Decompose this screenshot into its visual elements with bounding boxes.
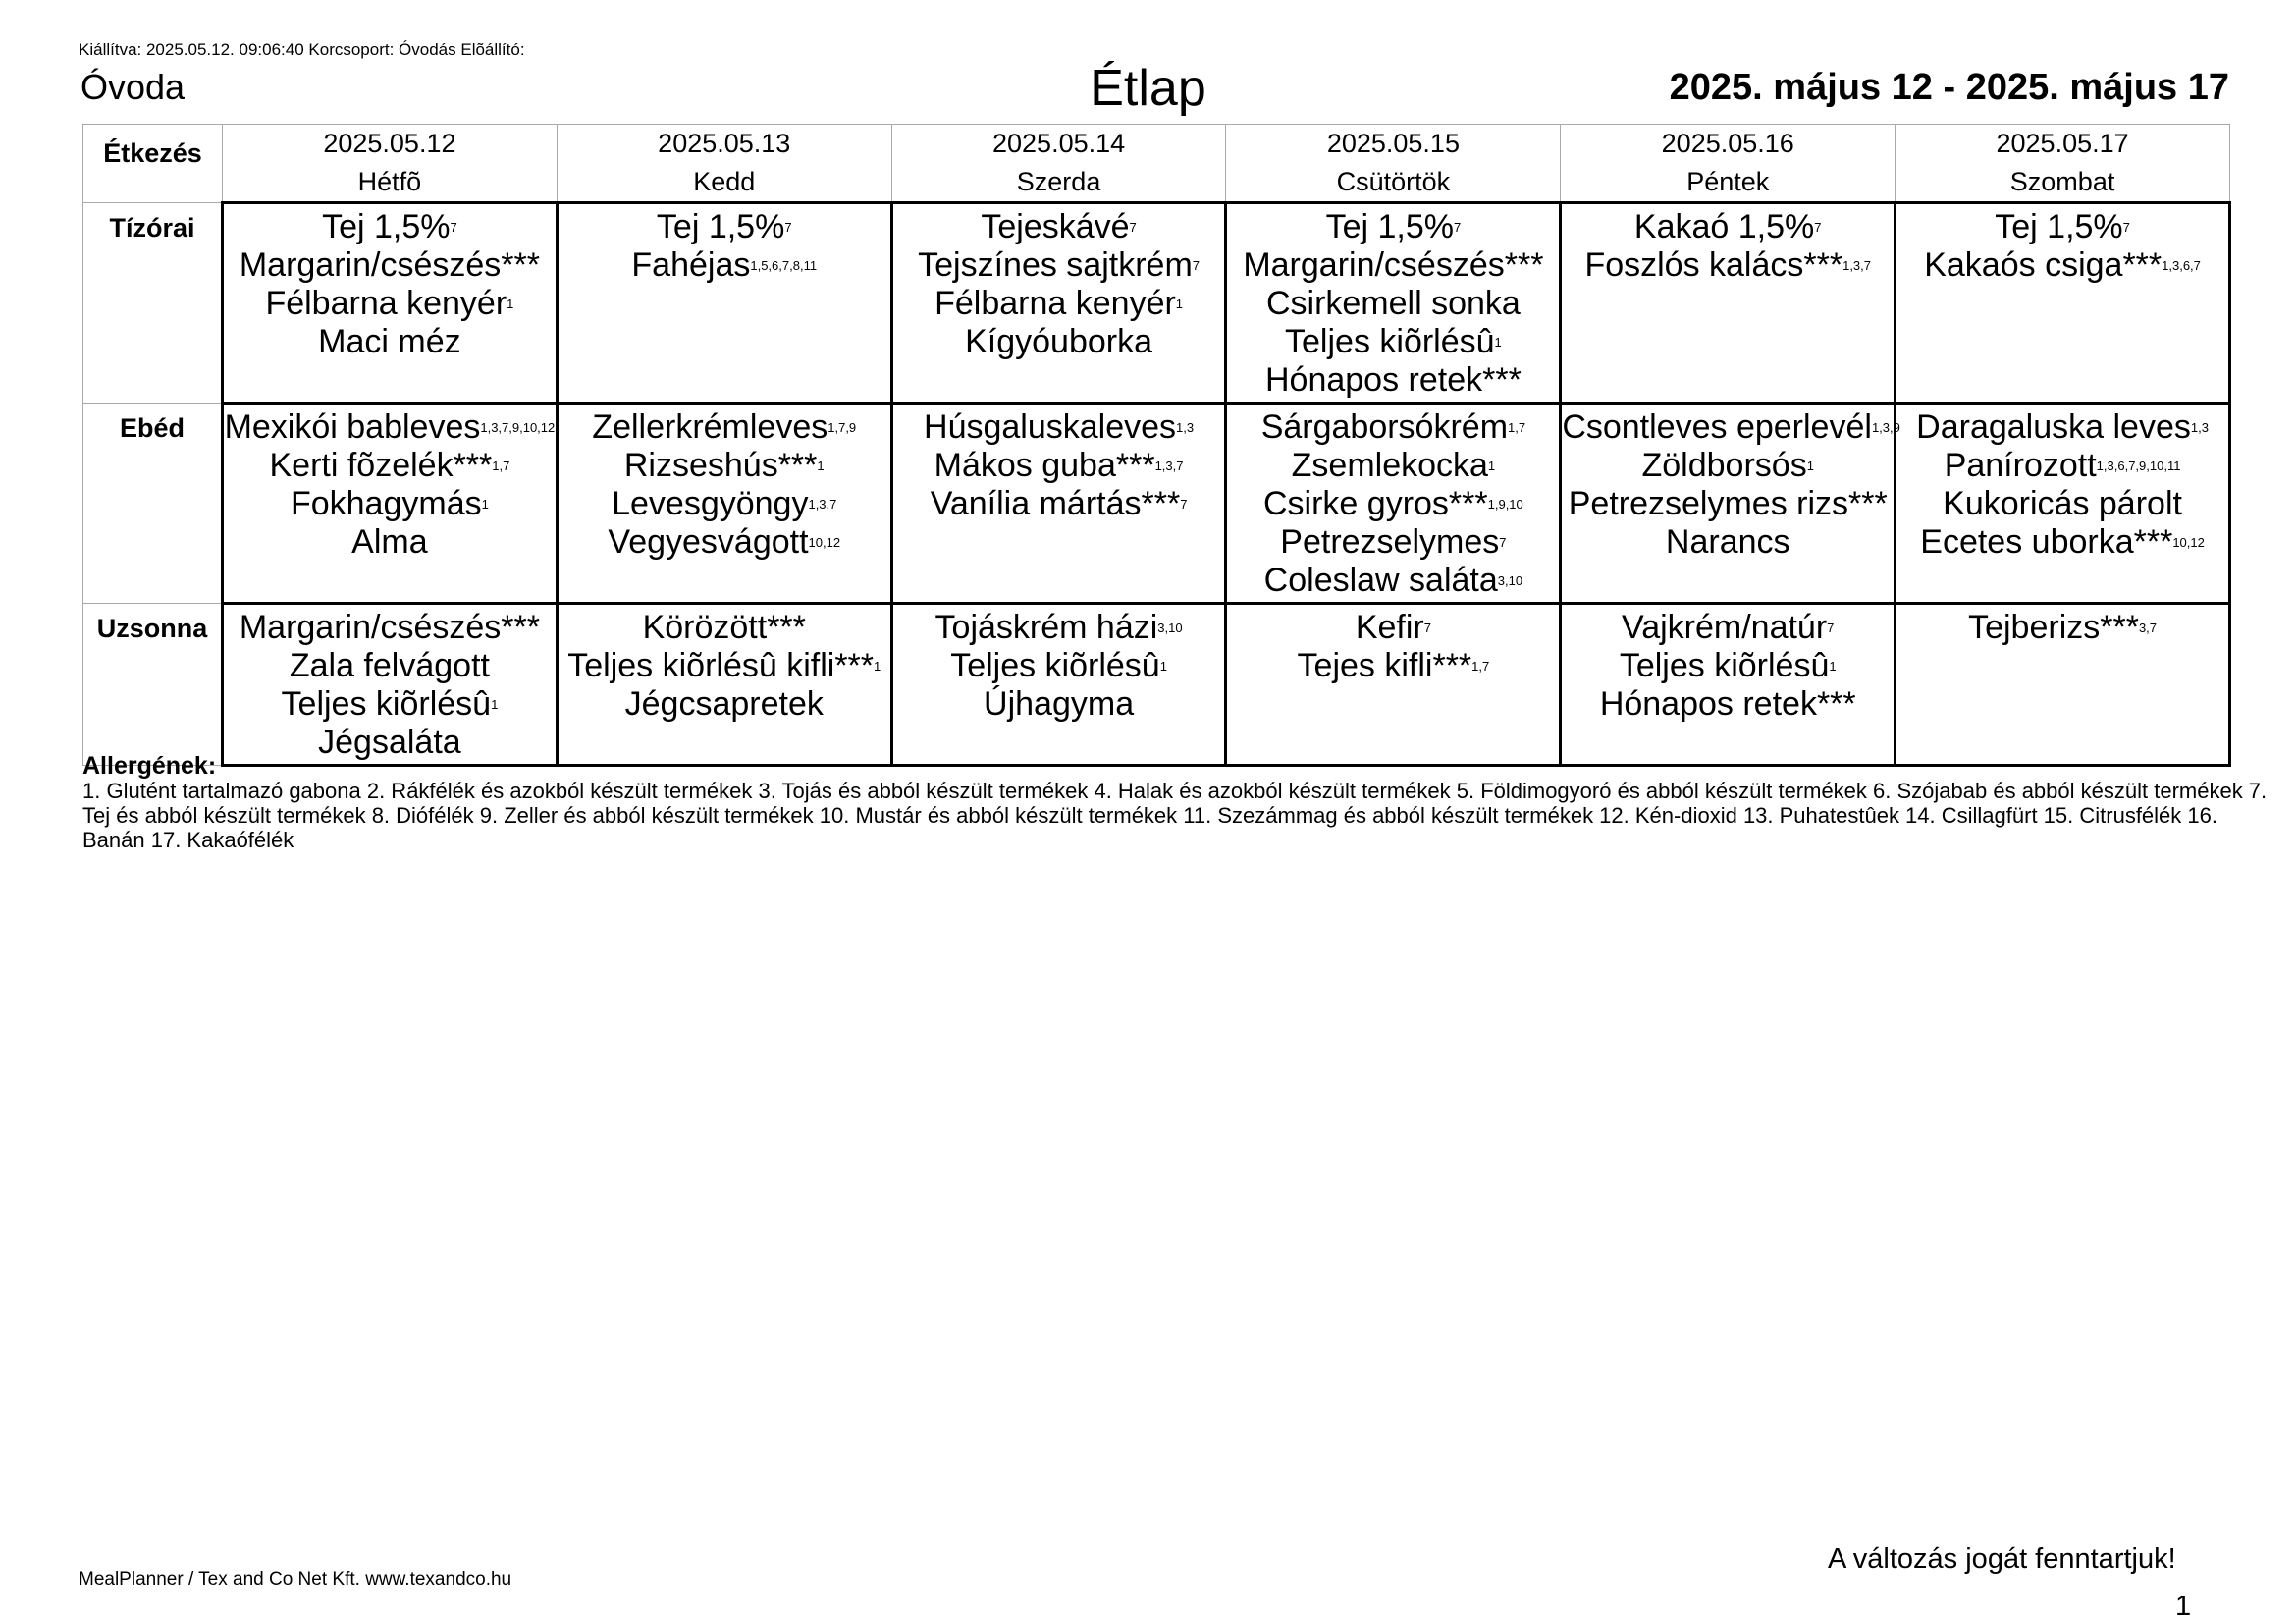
allergens-list: 1. Glutént tartalmazó gabona 2. Rákfélék és azokból készült termékek 3. Tojás és abból készült termékek 4. Halak és azokból készült termékek 5. Földimogyoró és abból készült termékek 6. Szójabab és abból készült termékek 7. Tej és abból készült termékek 8. Diófélék 9. Zeller és abból készült termékek 10. Mustár és abból készült termékek 11. Szezámmag és abból készült termékek 12. Kén-dioxid 13. Puhatestûek 14. Csillagfürt 15. Citrusfélék 16. Banán 17. Kakaófélék: [82, 779, 2268, 852]
allergen-codes: 1,3,9: [1871, 420, 1900, 435]
menu-item: [893, 447, 1225, 485]
menu-item-text: Sárgaborsókrém: [1260, 408, 1509, 446]
menu-item-text: Hónapos retek***: [1599, 685, 1856, 723]
menu-item: [893, 609, 1225, 647]
menu-cell: [891, 404, 1226, 604]
menu-item-text: Tej 1,5%: [322, 208, 451, 245]
footer-disclaimer: A változás jogát fenntartjuk!: [1828, 1543, 2176, 1575]
menu-item: [559, 685, 890, 724]
menu-cell: [1561, 404, 1900, 604]
menu-item: [1227, 609, 1559, 647]
menu-item: [224, 523, 556, 562]
menu-item-text: Coleslaw saláta: [1263, 562, 1498, 599]
menu-item-text: Tejszínes sajtkrém: [918, 246, 1193, 284]
menu-item-text: Újhagyma: [984, 685, 1135, 723]
allergen-codes: 3,10: [1157, 621, 1183, 635]
menu-item: [1227, 408, 1559, 447]
menu-item-text: Kígyóuborka: [965, 323, 1153, 360]
allergen-codes: 1,3,6,7,9,10,11: [2096, 459, 2181, 473]
allergen-codes: 7: [784, 220, 792, 235]
menu-item-text: Margarin/csészés***: [239, 609, 540, 646]
menu-item: [1896, 447, 2228, 485]
menu-item-text: Kefir: [1355, 609, 1424, 646]
menu-cell: [223, 604, 558, 766]
menu-item: [1562, 485, 1894, 523]
page-title: Étlap: [1090, 60, 1206, 117]
menu-item: [1896, 408, 2228, 447]
menu-item: [1227, 647, 1559, 685]
menu-item: [893, 208, 1225, 246]
day-header: [1226, 125, 1561, 203]
allergen-codes: 1,9,10: [1487, 497, 1523, 512]
meal-row: [83, 604, 2230, 766]
allergen-codes: 1: [874, 659, 881, 674]
menu-item: [1562, 647, 1894, 685]
menu-item-text: Teljes kiõrlésû: [281, 685, 492, 723]
menu-table: [82, 124, 2231, 767]
menu-item: [1896, 208, 2228, 246]
allergen-codes: 1: [1159, 659, 1167, 674]
menu-item: [1562, 208, 1894, 246]
menu-item: [1562, 447, 1894, 485]
menu-item: [224, 685, 556, 724]
menu-item-text: Daragaluska leves: [1916, 408, 2191, 446]
menu-item: [559, 485, 890, 523]
menu-item: [224, 485, 556, 523]
allergen-codes: 1: [817, 459, 825, 473]
menu-item: [893, 647, 1225, 685]
allergen-codes: 7: [1827, 621, 1835, 635]
menu-item: [893, 323, 1225, 361]
menu-item: [559, 208, 890, 246]
menu-item: [893, 285, 1225, 323]
menu-item-text: Kerti fõzelék***: [269, 447, 493, 484]
allergen-codes: 1: [1494, 335, 1502, 350]
menu-item-text: Kakaós csiga***: [1924, 246, 2163, 284]
menu-item-text: Félbarna kenyér: [265, 285, 507, 322]
day-date: 2025.05.12: [323, 129, 456, 158]
menu-item: [224, 647, 556, 685]
day-header: [1896, 125, 2230, 203]
allergen-codes: 10,12: [808, 535, 841, 550]
menu-cell: [557, 604, 891, 766]
menu-item-text: Vajkrém/natúr: [1622, 609, 1828, 646]
issued-info: Kiállítva: 2025.05.12. 09:06:40 Korcsoport: Óvodás Elõállító:: [79, 40, 525, 59]
allergen-codes: 1,3: [2190, 420, 2209, 435]
day-date: 2025.05.15: [1326, 129, 1460, 158]
menu-item: [1227, 562, 1559, 600]
menu-item-text: Petrezselymes rizs***: [1568, 485, 1888, 522]
menu-item: [224, 208, 556, 246]
allergen-codes: 1,7,9: [828, 420, 857, 435]
menu-item-text: Rizseshús***: [623, 447, 818, 484]
menu-item: [224, 724, 556, 762]
allergen-codes: 7: [2122, 220, 2130, 235]
menu-item: [559, 647, 890, 685]
menu-item-text: Mákos guba***: [934, 447, 1155, 484]
allergen-codes: 1,3: [1176, 420, 1195, 435]
allergen-codes: 7: [1129, 220, 1137, 235]
menu-item-text: Alma: [351, 523, 428, 561]
meal-row: [83, 404, 2230, 604]
day-name: Hétfõ: [357, 167, 422, 196]
allergen-codes: 7: [1814, 220, 1822, 235]
allergen-codes: 7: [1180, 497, 1188, 512]
menu-item: [1562, 246, 1894, 285]
menu-item: [1227, 246, 1559, 285]
menu-item-text: Margarin/csészés***: [1243, 246, 1544, 284]
allergen-codes: 1: [481, 497, 489, 512]
meal-label: Uzsonna: [83, 604, 223, 766]
menu-item: [1227, 485, 1559, 523]
menu-item-text: Margarin/csészés***: [239, 246, 540, 284]
menu-item-text: Teljes kiõrlésû: [950, 647, 1160, 684]
menu-item-text: Tejeskávé: [981, 208, 1130, 245]
menu-item: [559, 246, 890, 285]
menu-item-text: Tej 1,5%: [656, 208, 785, 245]
allergen-codes: 1: [1487, 459, 1496, 473]
menu-item: [224, 285, 556, 323]
menu-item: [1227, 361, 1559, 400]
menu-item-text: Tejes kifli***: [1297, 647, 1472, 684]
menu-item-text: Mexikói bableves: [224, 408, 481, 446]
allergen-codes: 1,3,6,7: [2162, 258, 2201, 273]
menu-item: [893, 408, 1225, 447]
menu-item-text: Vanília mártás***: [930, 485, 1181, 522]
menu-cell: [1896, 604, 2230, 766]
menu-item: [559, 609, 890, 647]
allergen-codes: 1: [491, 697, 499, 712]
day-header: [223, 125, 558, 203]
allergen-codes: 1: [1829, 659, 1837, 674]
menu-cell: [1896, 404, 2230, 604]
allergen-codes: 1,7: [1471, 659, 1490, 674]
menu-cell: [1896, 203, 2230, 404]
menu-item: [224, 408, 556, 447]
menu-item-text: Levesgyöngy: [612, 485, 809, 522]
menu-cell: [891, 203, 1226, 404]
allergen-codes: 1,3,7: [1842, 258, 1872, 273]
allergen-codes: 3,7: [2138, 621, 2158, 635]
menu-item: [224, 609, 556, 647]
allergen-codes: 1,3,7,9,10,12: [480, 420, 556, 435]
day-header: [891, 125, 1226, 203]
menu-item-text: Foszlós kalács***: [1584, 246, 1843, 284]
menu-item-text: Tej 1,5%: [1995, 208, 2123, 245]
menu-item-text: Hónapos retek***: [1264, 361, 1522, 399]
allergen-codes: 1,3,7: [808, 497, 837, 512]
menu-item: [224, 246, 556, 285]
menu-item: [1896, 485, 2228, 523]
menu-item-text: Tej 1,5%: [1325, 208, 1454, 245]
day-name: Szerda: [1016, 167, 1101, 196]
menu-item: [559, 408, 890, 447]
allergen-codes: 1,7: [492, 459, 510, 473]
menu-item: [893, 485, 1225, 523]
menu-item-text: Vegyesvágott: [608, 523, 809, 561]
date-range: 2025. május 12 - 2025. május 17: [1669, 67, 2229, 108]
allergen-codes: 7: [1499, 535, 1507, 550]
meal-label: Ebéd: [83, 404, 223, 604]
menu-item: [224, 447, 556, 485]
menu-item-text: Kukoricás párolt: [1943, 485, 2182, 522]
menu-item: [1896, 523, 2228, 562]
menu-item-text: Teljes kiõrlésû: [1285, 323, 1495, 360]
menu-item: [1896, 246, 2228, 285]
menu-item: [893, 246, 1225, 285]
day-date: 2025.05.13: [658, 129, 791, 158]
menu-item-text: Petrezselymes: [1280, 523, 1500, 561]
allergen-codes: 1,5,6,7,8,11: [750, 258, 818, 273]
menu-item: [1896, 609, 2228, 647]
menu-item-text: Zsemlekocka: [1291, 447, 1488, 484]
menu-cell: [557, 404, 891, 604]
menu-item-text: Fahéjas: [631, 246, 751, 284]
menu-item-text: Maci méz: [318, 323, 461, 360]
day-name: Csütörtök: [1336, 167, 1451, 196]
menu-item-text: Csontleves eperlevél: [1562, 408, 1872, 446]
allergen-codes: 1: [1175, 297, 1184, 311]
menu-cell: [1226, 604, 1561, 766]
menu-item-text: Körözött***: [642, 609, 806, 646]
allergen-codes: 7: [450, 220, 457, 235]
menu-item-text: Kakaó 1,5%: [1633, 208, 1815, 245]
allergen-codes: 1,3,7: [1154, 459, 1184, 473]
menu-cell: [891, 604, 1226, 766]
organization-name: Óvoda: [80, 67, 186, 107]
menu-cell: [557, 203, 891, 404]
allergen-codes: 1,7: [1508, 420, 1526, 435]
allergen-codes: 3,10: [1497, 573, 1523, 588]
menu-cell: [1226, 404, 1561, 604]
menu-item: [1227, 208, 1559, 246]
allergen-codes: 7: [1423, 621, 1431, 635]
meal-row: [83, 203, 2230, 404]
menu-item-text: Zöldborsós: [1641, 447, 1807, 484]
menu-item: [1562, 408, 1900, 447]
day-date: 2025.05.17: [1996, 129, 2129, 158]
day-header: [557, 125, 891, 203]
menu-item: [1227, 447, 1559, 485]
menu-item-text: Jégcsapretek: [624, 685, 824, 723]
menu-item: [559, 523, 890, 562]
menu-item-text: Húsgaluskaleves: [924, 408, 1177, 446]
menu-item-text: Zala felvágott: [289, 647, 490, 684]
page-number: 1: [2175, 1591, 2192, 1622]
allergen-codes: 1: [1806, 459, 1814, 473]
menu-item-text: Fokhagymás: [290, 485, 482, 522]
menu-item-text: Jégsaláta: [318, 724, 461, 761]
menu-item: [1227, 523, 1559, 562]
menu-item-text: Narancs: [1665, 523, 1790, 561]
menu-item-text: Teljes kiõrlésû: [1619, 647, 1830, 684]
menu-item: [224, 323, 556, 361]
menu-item-text: Tojáskrém házi: [934, 609, 1158, 646]
menu-item-text: Teljes kiõrlésû kifli***: [567, 647, 875, 684]
menu-item-text: Ecetes uborka***: [1920, 523, 2173, 561]
menu-item-text: Tejberizs***: [1968, 609, 2139, 646]
menu-item: [1227, 323, 1559, 361]
menu-item: [1562, 685, 1894, 724]
menu-item-text: Csirkemell sonka: [1265, 285, 1521, 322]
footer-credit: MealPlanner / Tex and Co Net Kft. www.texandco.hu: [79, 1569, 512, 1590]
day-date: 2025.05.14: [992, 129, 1126, 158]
menu-cell: [223, 203, 558, 404]
menu-cell: [1226, 203, 1561, 404]
menu-item: [1562, 609, 1894, 647]
day-date: 2025.05.16: [1661, 129, 1794, 158]
allergen-codes: 7: [1453, 220, 1462, 235]
menu-item: [559, 447, 890, 485]
allergens-title: Allergének:: [82, 752, 217, 780]
menu-item-text: Csirke gyros***: [1263, 485, 1488, 522]
menu-item: [893, 685, 1225, 724]
menu-item: [1227, 285, 1559, 323]
day-name: Péntek: [1686, 167, 1770, 196]
meal-label: Tízórai: [83, 203, 223, 404]
menu-cell: [223, 404, 558, 604]
menu-cell: [1561, 604, 1896, 766]
day-name: Szombat: [2009, 167, 2115, 196]
table-header-row: [83, 125, 2230, 203]
menu-item-text: Panírozott: [1944, 447, 2097, 484]
menu-item: [1562, 523, 1894, 562]
allergen-codes: 10,12: [2172, 535, 2205, 550]
allergen-codes: 1: [507, 297, 514, 311]
day-header: [1561, 125, 1896, 203]
day-name: Kedd: [693, 167, 756, 196]
menu-cell: [1561, 203, 1896, 404]
corner-label: Étkezés: [83, 125, 223, 203]
menu-item-text: Zellerkrémleves: [592, 408, 828, 446]
allergen-codes: 7: [1192, 258, 1200, 273]
menu-item-text: Félbarna kenyér: [934, 285, 1176, 322]
